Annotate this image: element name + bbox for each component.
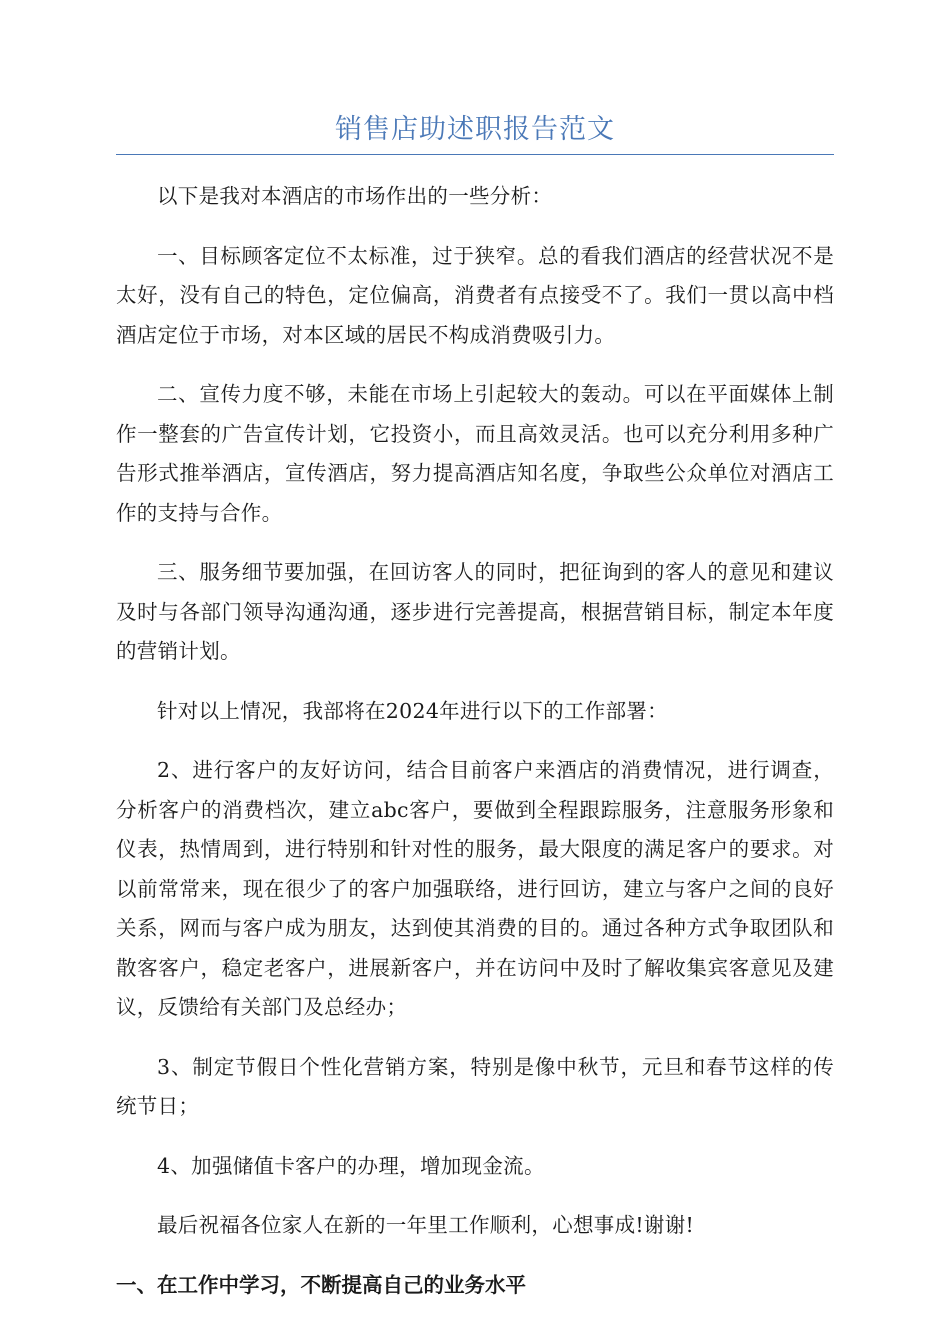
- paragraph-point-1: 一、目标顾客定位不太标准，过于狭窄。总的看我们酒店的经营状况不是太好，没有自己的特色，定位偏高，消费者有点接受不了。我们一贯以高中档酒店定位于市场，对本区域的居民不构成消费吸引力。: [116, 243, 834, 347]
- paragraph-point-2: 二、宣传力度不够，未能在市场上引起较大的轰动。可以在平面媒体上制作一整套的广告宣传计划，它投资小，而且高效灵活。也可以充分利用多种广告形式推举酒店，宣传酒店，努力提高酒店知名度，争取些公众单位对酒店工作的支持与合作。: [116, 382, 834, 525]
- document-body: [116, 177, 834, 1305]
- paragraph-plan-intro: 针对以上情况，我部将在2024年进行以下的工作部署：: [157, 698, 668, 723]
- paragraph-item-3: 3、制定节假日个性化营销方案，特别是像中秋节，元旦和春节这样的传统节日；: [116, 1054, 834, 1118]
- paragraph-closing: 最后祝福各位家人在新的一年里工作顺利，心想事成!谢谢!: [157, 1213, 695, 1237]
- paragraph-item-4: 4、加强储值卡客户的办理，增加现金流。: [157, 1153, 545, 1178]
- title-underline: [116, 154, 834, 155]
- section-heading: 一、在工作中学习，不断提高自己的业务水平: [116, 1272, 526, 1297]
- paragraph-intro: 以下是我对本酒店的市场作出的一些分析：: [157, 184, 553, 208]
- paragraph-point-3: 三、服务细节要加强，在回访客人的同时，把征询到的客人的意见和建议及时与各部门领导沟通沟通，逐步进行完善提高，根据营销目标，制定本年度的营销计划。: [116, 560, 834, 663]
- document-title: 销售店助述职报告范文: [335, 114, 615, 145]
- paragraph-item-2: 2、进行客户的友好访问，结合目前客户来酒店的消费情况，进行调查，分析客户的消费档次，建立abc客户，要做到全程跟踪服务，注意服务形象和仪表，热情周到，进行特别和针对性的服务，最大限度的满足客户的要求。对以前常常来，现在很少了的客户加强联络，进行回访，建立与客户之间的良好关系，网而与客户成为朋友，达到使其消费的目的。通过各种方式争取团队和散客客户，稳定老客户，进展新客户，并在访问中及时了解收集宾客意见及建议，反馈给有关部门及总经办；: [116, 758, 834, 1019]
